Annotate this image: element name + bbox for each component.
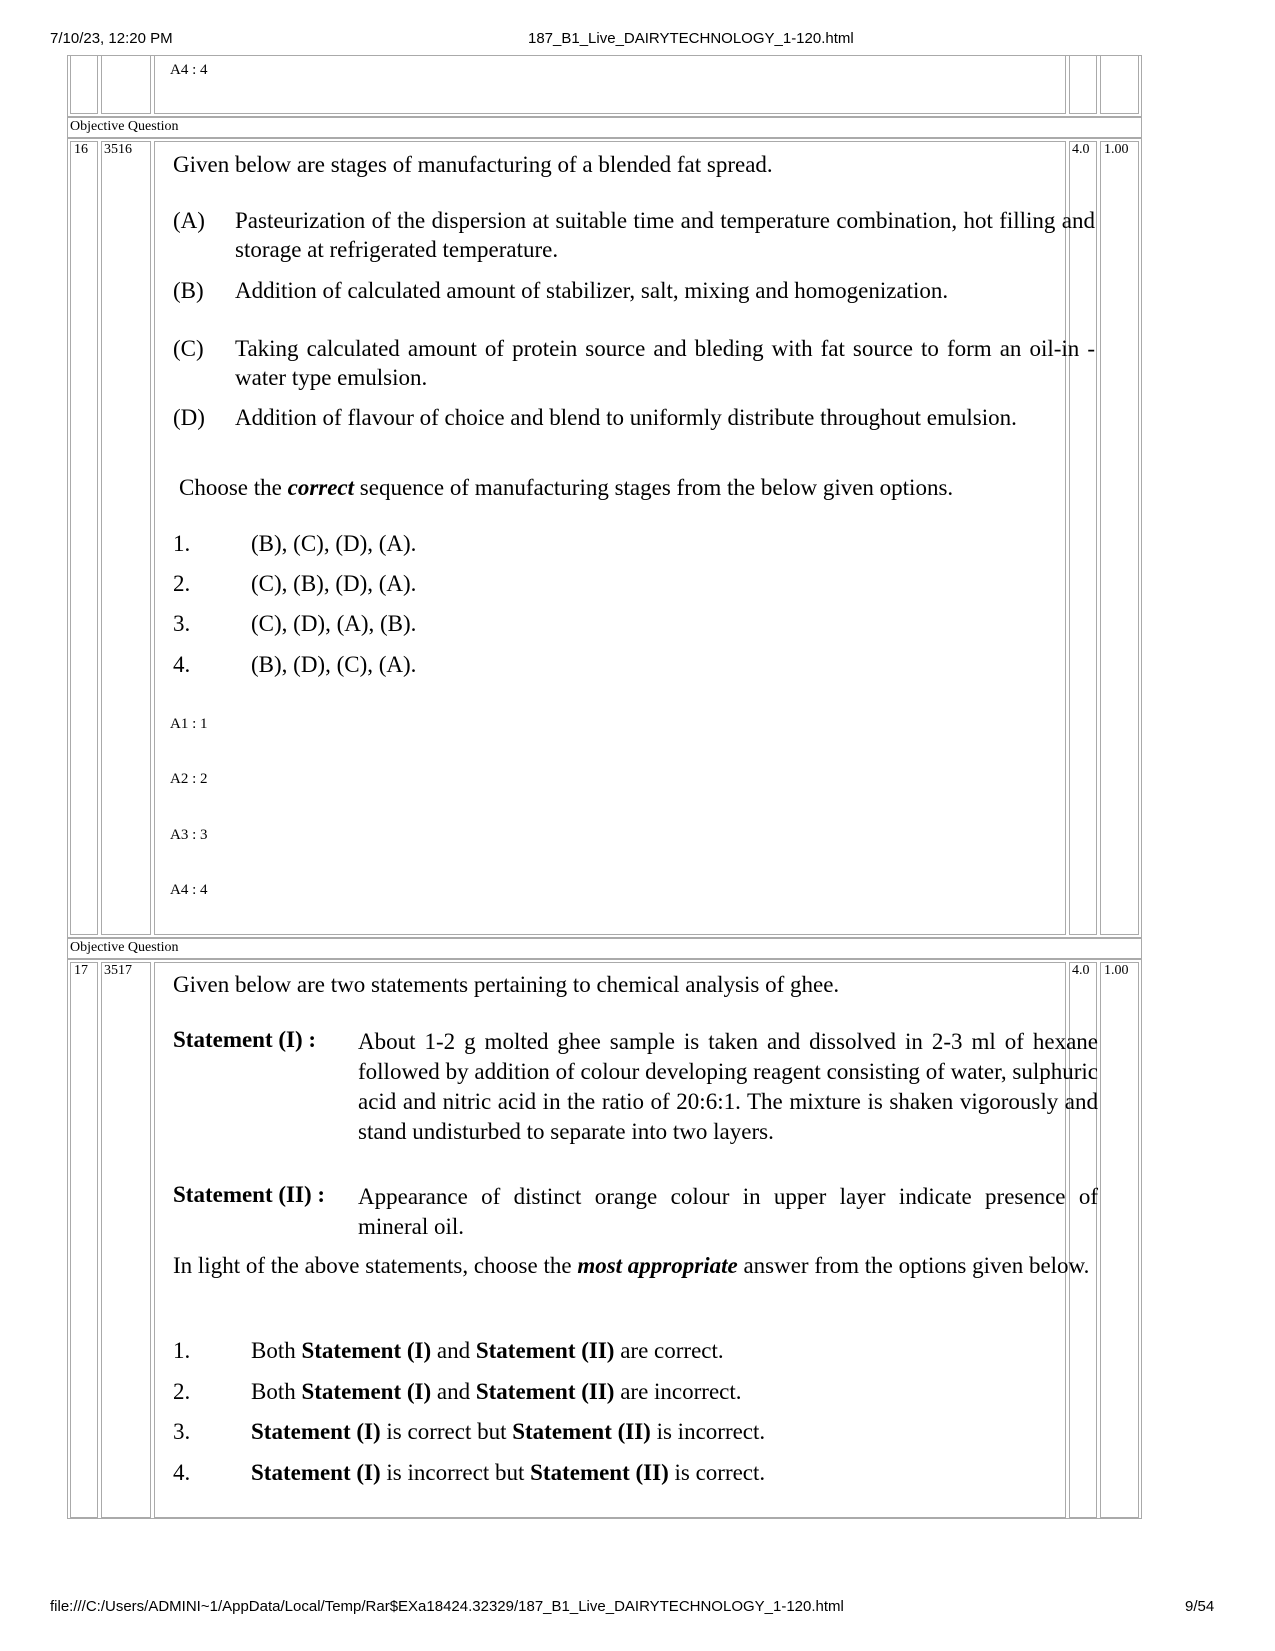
q16-option-text: (C), (B), (D), (A).	[251, 571, 417, 596]
q16-answer-1: A1 : 1	[170, 716, 208, 732]
q16-item-label: (C)	[173, 336, 204, 361]
q16-item-text: Taking calculated amount of protein source and bleding with fat source to form an oil-in -water type emulsion.	[235, 336, 1095, 390]
q16-instruction-emphasis: correct	[287, 475, 355, 500]
q17-option-text: Both Statement (I) and Statement (II) are incorrect.	[251, 1379, 742, 1404]
q17-sno-cell	[70, 962, 98, 1518]
q16-instruction-post: sequence of manufacturing stages from the below given options.	[354, 475, 954, 500]
q16-item-text: Addition of flavour of choice and blend to uniformly distribute throughout emulsion.	[235, 405, 1017, 430]
q16-instruction-pre: Choose the	[179, 475, 288, 500]
q16-option-number: 1.	[173, 531, 191, 556]
prev-qid-cell	[101, 55, 151, 114]
q17-statement-2-text: Appearance of distinct orange colour in upper layer indicate presence of mineral oil.	[358, 1184, 1098, 1239]
q16-marks: 4.0	[1072, 142, 1090, 157]
q16-negative-marks: 1.00	[1104, 142, 1129, 157]
q16-answer-2: A2 : 2	[170, 771, 208, 787]
q16-stem: Given below are stages of manufacturing of a blended fat spread.	[173, 152, 773, 177]
q16-answer-4: A4 : 4	[170, 882, 208, 898]
q16-option-number: 2.	[173, 571, 191, 596]
prev-sno-cell	[70, 55, 98, 114]
q17-qid: 3517	[104, 963, 132, 978]
prev-content-cell	[154, 55, 1066, 114]
q16-item-label: (B)	[173, 278, 204, 303]
q16-item-label: (D)	[173, 405, 205, 430]
q17-section-label: Objective Question	[70, 940, 179, 955]
q17-statement-2-label: Statement (II) :	[173, 1182, 326, 1207]
q16-qid: 3516	[104, 142, 132, 157]
q17-option-text: Both Statement (I) and Statement (II) are correct.	[251, 1338, 724, 1363]
q17-stem: Given below are two statements pertaining to chemical analysis of ghee.	[173, 972, 840, 997]
q16-sno-cell	[70, 141, 98, 935]
q17-statement-1-label: Statement (I) :	[173, 1027, 317, 1052]
prev-answer-4: A4 : 4	[170, 62, 208, 78]
q16-option-number: 4.	[173, 652, 191, 677]
q16-section-label: Objective Question	[70, 119, 179, 134]
q16-option-text: (B), (D), (C), (A).	[251, 652, 417, 677]
q17-instruction-pre: In light of the above statements, choose the	[173, 1253, 578, 1278]
q17-instruction-post: answer from the options given below.	[737, 1253, 1090, 1278]
q16-qid-cell	[101, 141, 151, 935]
q17-statement-1-text: About 1-2 g molted ghee sample is taken and dissolved in 2-3 ml of hexane followed by addition of colour developing reagent consisting of water, sulphuric acid and nitric acid in the ratio of 20:6:1. The mixture is shaken vigorously and stand undisturbed to separate into two layers.	[358, 1029, 1098, 1144]
q17-sno: 17	[74, 963, 88, 978]
q17-option-number: 3.	[173, 1419, 191, 1444]
q16-item-text: Addition of calculated amount of stabilizer, salt, mixing and homogenization.	[235, 278, 949, 303]
q17-option-number: 2.	[173, 1379, 191, 1404]
prev-marks-cell	[1069, 55, 1097, 114]
print-datetime: 7/10/23, 12:20 PM	[50, 30, 173, 47]
q16-item-text: Pasteurization of the dispersion at suitable time and temperature combination, hot filling and storage at refrigerated temperature.	[235, 208, 1095, 262]
q17-option-number: 1.	[173, 1338, 191, 1363]
q16-item-label: (A)	[173, 208, 205, 233]
q17-instruction	[173, 1251, 1098, 1281]
q17-option-number: 4.	[173, 1460, 191, 1485]
q16-section-row	[67, 117, 1142, 138]
print-title: 187_B1_Live_DAIRYTECHNOLOGY_1-120.html	[528, 30, 854, 47]
q16-option-text: (C), (D), (A), (B).	[251, 611, 417, 636]
q16-neg-cell	[1100, 141, 1139, 935]
q17-negative-marks: 1.00	[1104, 963, 1129, 978]
q17-option-text: Statement (I) is incorrect but Statement (II) is correct.	[251, 1460, 766, 1485]
prev-neg-cell	[1100, 55, 1139, 114]
q17-option-text: Statement (I) is correct but Statement (II) is incorrect.	[251, 1419, 766, 1444]
q17-neg-cell	[1100, 962, 1139, 1518]
q17-marks: 4.0	[1072, 963, 1090, 978]
q16-instruction	[179, 473, 1104, 502]
q17-qid-cell	[101, 962, 151, 1518]
q16-sno: 16	[74, 142, 88, 157]
q16-option-number: 3.	[173, 611, 191, 636]
print-file-path: file:///C:/Users/ADMINI~1/AppData/Local/Temp/Rar$EXa18424.32329/187_B1_Live_DAIRYTECHNOLOGY_1-120.html	[50, 1598, 844, 1615]
q17-section-row	[67, 938, 1142, 959]
q16-answer-3: A3 : 3	[170, 827, 208, 843]
q16-option-text: (B), (C), (D), (A).	[251, 531, 417, 556]
q17-instruction-emphasis: most appropriate	[577, 1253, 738, 1278]
print-page-number: 9/54	[1185, 1598, 1215, 1615]
